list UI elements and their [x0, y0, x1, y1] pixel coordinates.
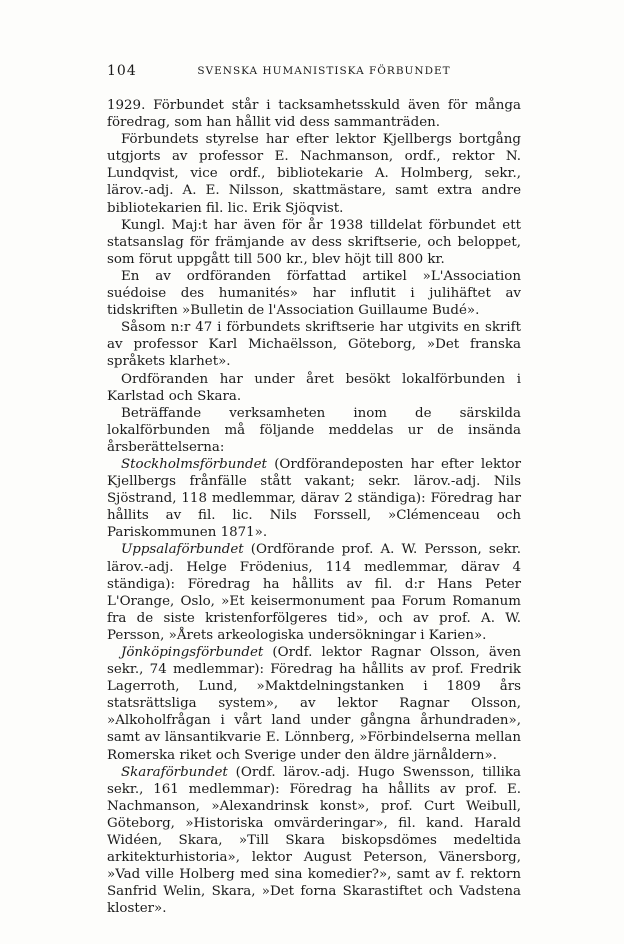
- page-number: 104: [107, 63, 137, 79]
- body-text: [107, 97, 521, 918]
- paragraph: [107, 131, 521, 216]
- paragraph-text: (Ordförande prof. A. W. Persson, sekr. lärov.-adj. Helge Frödenius, 114 medlemmar, därav 4 ständiga): Föredrag ha hållits av fil. d:r Hans Peter L'Orange, Oslo, »Et keisermonument paa Forum Romanum fra de siste kristenforfölgeres tid», och av prof. A. W. Persson, »Årets arkeologiska undersökningar i Karien».: [107, 542, 521, 643]
- paragraph: [107, 97, 521, 131]
- paragraph: [107, 217, 521, 268]
- paragraph: [107, 405, 521, 456]
- paragraph: [107, 319, 521, 370]
- paragraph: [107, 541, 521, 644]
- paragraph: [107, 456, 521, 541]
- section-lead: Stockholmsförbundet: [121, 456, 267, 472]
- page-header: [107, 63, 521, 83]
- paragraph-text: Förbundets styrelse har efter lektor Kjellbergs bortgång utgjorts av professor E. Nachmanson, ordf., rektor N. Lundqvist, vice ordf., bibliotekarie A. Holmberg, sekr., lärov.-adj. A. E. Nilsson, skattmästare, samt extra andre bibliotekarien fil. lic. Erik Sjöqvist.: [107, 132, 521, 216]
- paragraph-text: Såsom n:r 47 i förbundets skriftserie har utgivits en skrift av professor Karl Michaëlsson, Göteborg, »Det franska språkets klarhet».: [107, 320, 521, 370]
- paragraph-text: Ordföranden har under året besökt lokalförbunden i Karlstad och Skara.: [107, 371, 521, 404]
- paragraph-text: (Ordf. lärov.-adj. Hugo Swensson, tillika sekr., 161 medlemmar): Föredrag ha hållits av prof. E. Nachmanson, »Alexandrinsk konst», prof. Curt Weibull, Göteborg, »Historiska omvärderingar», fil. kand. Harald Widéen, Skara, »Till Skara biskopsdömes medeltida arkitekturhistoria», lektor August Peterson, Vänersborg, »Vad ville Holberg med sina komedier?», samt av f. rektorn Sanfrid Welin, Skara, »Det forna Skarastiftet och Vadstena kloster».: [107, 764, 521, 917]
- paragraph: [107, 268, 521, 319]
- paragraph: [107, 644, 521, 764]
- paragraph-text: 1929. Förbundet står i tacksamhetsskuld även för många föredrag, som han hållit vid dess sammanträden.: [107, 98, 521, 131]
- paragraph-text: (Ordförandeposten har efter lektor Kjellbergs frånfälle stått vakant; sekr. lärov.-adj. Nils Sjöstrand, 118 medlemmar, därav 2 ständiga): Föredrag har hållits av fil. lic. Nils Forssell, »Clémenceau och Pariskommunen 1871».: [107, 456, 521, 541]
- paragraph-text: Beträffande verksamheten inom de särskilda lokalförbunden må följande meddelas ur de insända årsberättelserna:: [107, 405, 521, 455]
- section-lead: Skaraförbundet: [121, 764, 228, 780]
- paragraph-text: (Ordf. lektor Ragnar Olsson, även sekr., 74 medlemmar): Föredrag ha hållits av prof. Fredrik Lagerroth, Lund, »Maktdelningstanken i 1809 års statsrättsliga system», av lektor Ragnar Olsson, »Alkoholfrågan i vårt land under gångna århundraden», samt av länsantikvarie E. Lönnberg, »Förbindelserna mellan Romerska riket och Sverige under den äldre järnåldern».: [107, 645, 521, 763]
- section-lead: Jönköpingsförbundet: [121, 645, 264, 660]
- paragraph: [107, 764, 521, 918]
- paragraph: [107, 371, 521, 405]
- paragraph-text: Kungl. Maj:t har även för år 1938 tilldelat förbundet ett statsanslag för främjande av dess skriftserie, och beloppet, som förut uppgått till 500 kr., blev höjt till 800 kr.: [107, 217, 521, 267]
- section-lead: Uppsalaförbundet: [121, 542, 244, 558]
- paragraph-text: En av ordföranden författad artikel »L'Association suédoise des humanités» har influtit i julihäftet av tidskriften »Bulletin de l'Association Guillaume Budé».: [107, 268, 521, 319]
- running-title: SVENSKA HUMANISTISKA FÖRBUNDET: [197, 65, 451, 77]
